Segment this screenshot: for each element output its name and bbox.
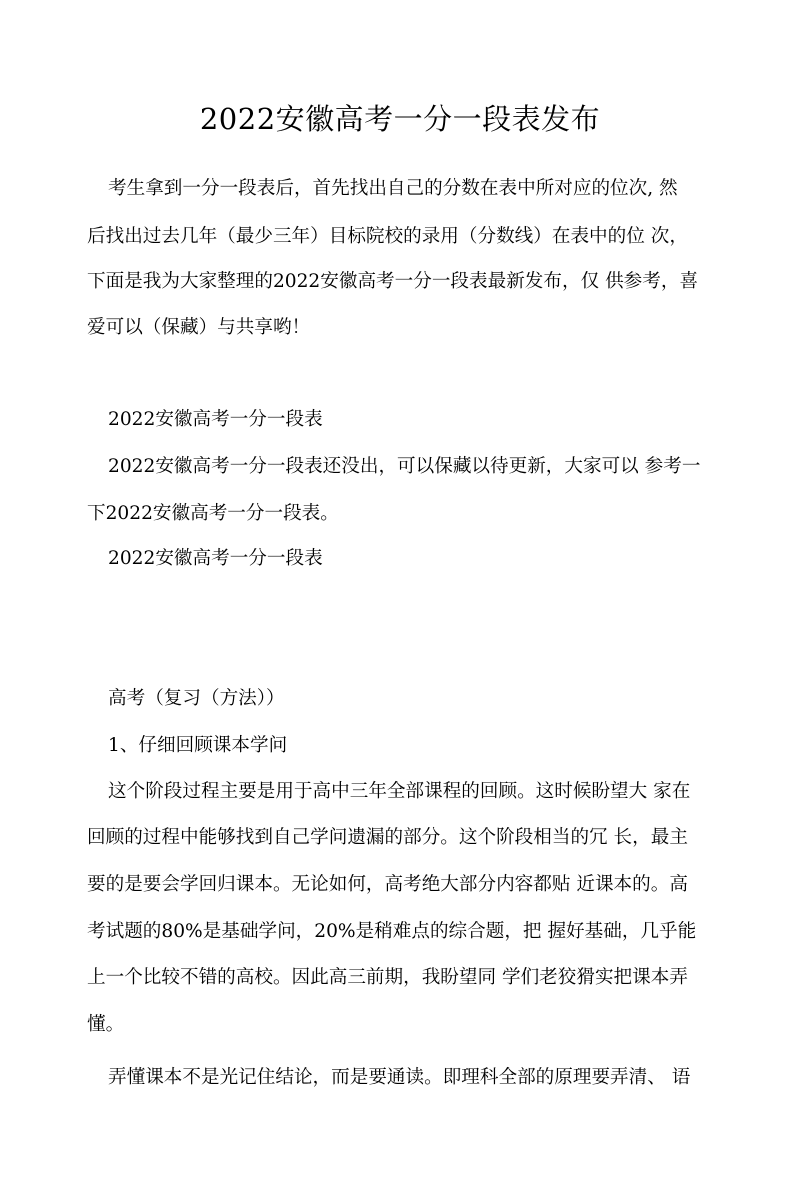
intro-line-3: 下面是我为大家整理的2022安徽高考一分一段表最新发布，仅 供参考，喜	[87, 271, 699, 292]
section2-heading: 高考（复习（方法））	[108, 688, 285, 709]
point1-heading: 1、仔细回顾课本学问	[108, 735, 288, 756]
section1-text-line-2: 下2022安徽高考一分一段表。	[87, 503, 339, 524]
section1-heading: 2022安徽高考一分一段表	[108, 409, 323, 430]
section1-text-line-1: 2022安徽高考一分一段表还没出，可以保藏以待更新，大家可以 参考一	[108, 456, 701, 477]
intro-line-2: 后找出过去几年（最少三年）目标院校的录用（分数线）在表中的位 次，	[87, 226, 688, 247]
point1-line-7: 弄懂课本不是光记住结论，而是要通读。即理科全部的原理要弄清、 语	[108, 1067, 691, 1088]
point1-line-4: 考试题的80%是基础学问，20%是稍难点的综合题，把 握好基础，几乎能	[87, 921, 697, 942]
point1-line-6: 懂。	[87, 1014, 125, 1035]
document-title: 2022安徽高考一分一段表发布	[199, 102, 601, 136]
intro-line-1: 考生拿到一分一段表后，首先找出自己的分数在表中所对应的位次, 然	[108, 178, 678, 199]
point1-line-3: 要的是要会学回归课本。无论如何，高考绝大部分内容都贴 近课本的。高	[87, 874, 688, 895]
point1-line-1: 这个阶段过程主要是用于高中三年全部课程的回顾。这时候盼望大 家在	[108, 781, 691, 802]
point1-line-5: 上一个比较不错的高校。因此高三前期，我盼望同 学们老狡猾实把课本弄	[87, 967, 688, 988]
point1-line-2: 回顾的过程中能够找到自己学问遗漏的部分。这个阶段相当的冗 长，最主	[87, 827, 688, 848]
intro-line-4: 爱可以（保藏）与共享哟！	[87, 317, 311, 338]
section1-heading-repeat: 2022安徽高考一分一段表	[108, 548, 323, 569]
